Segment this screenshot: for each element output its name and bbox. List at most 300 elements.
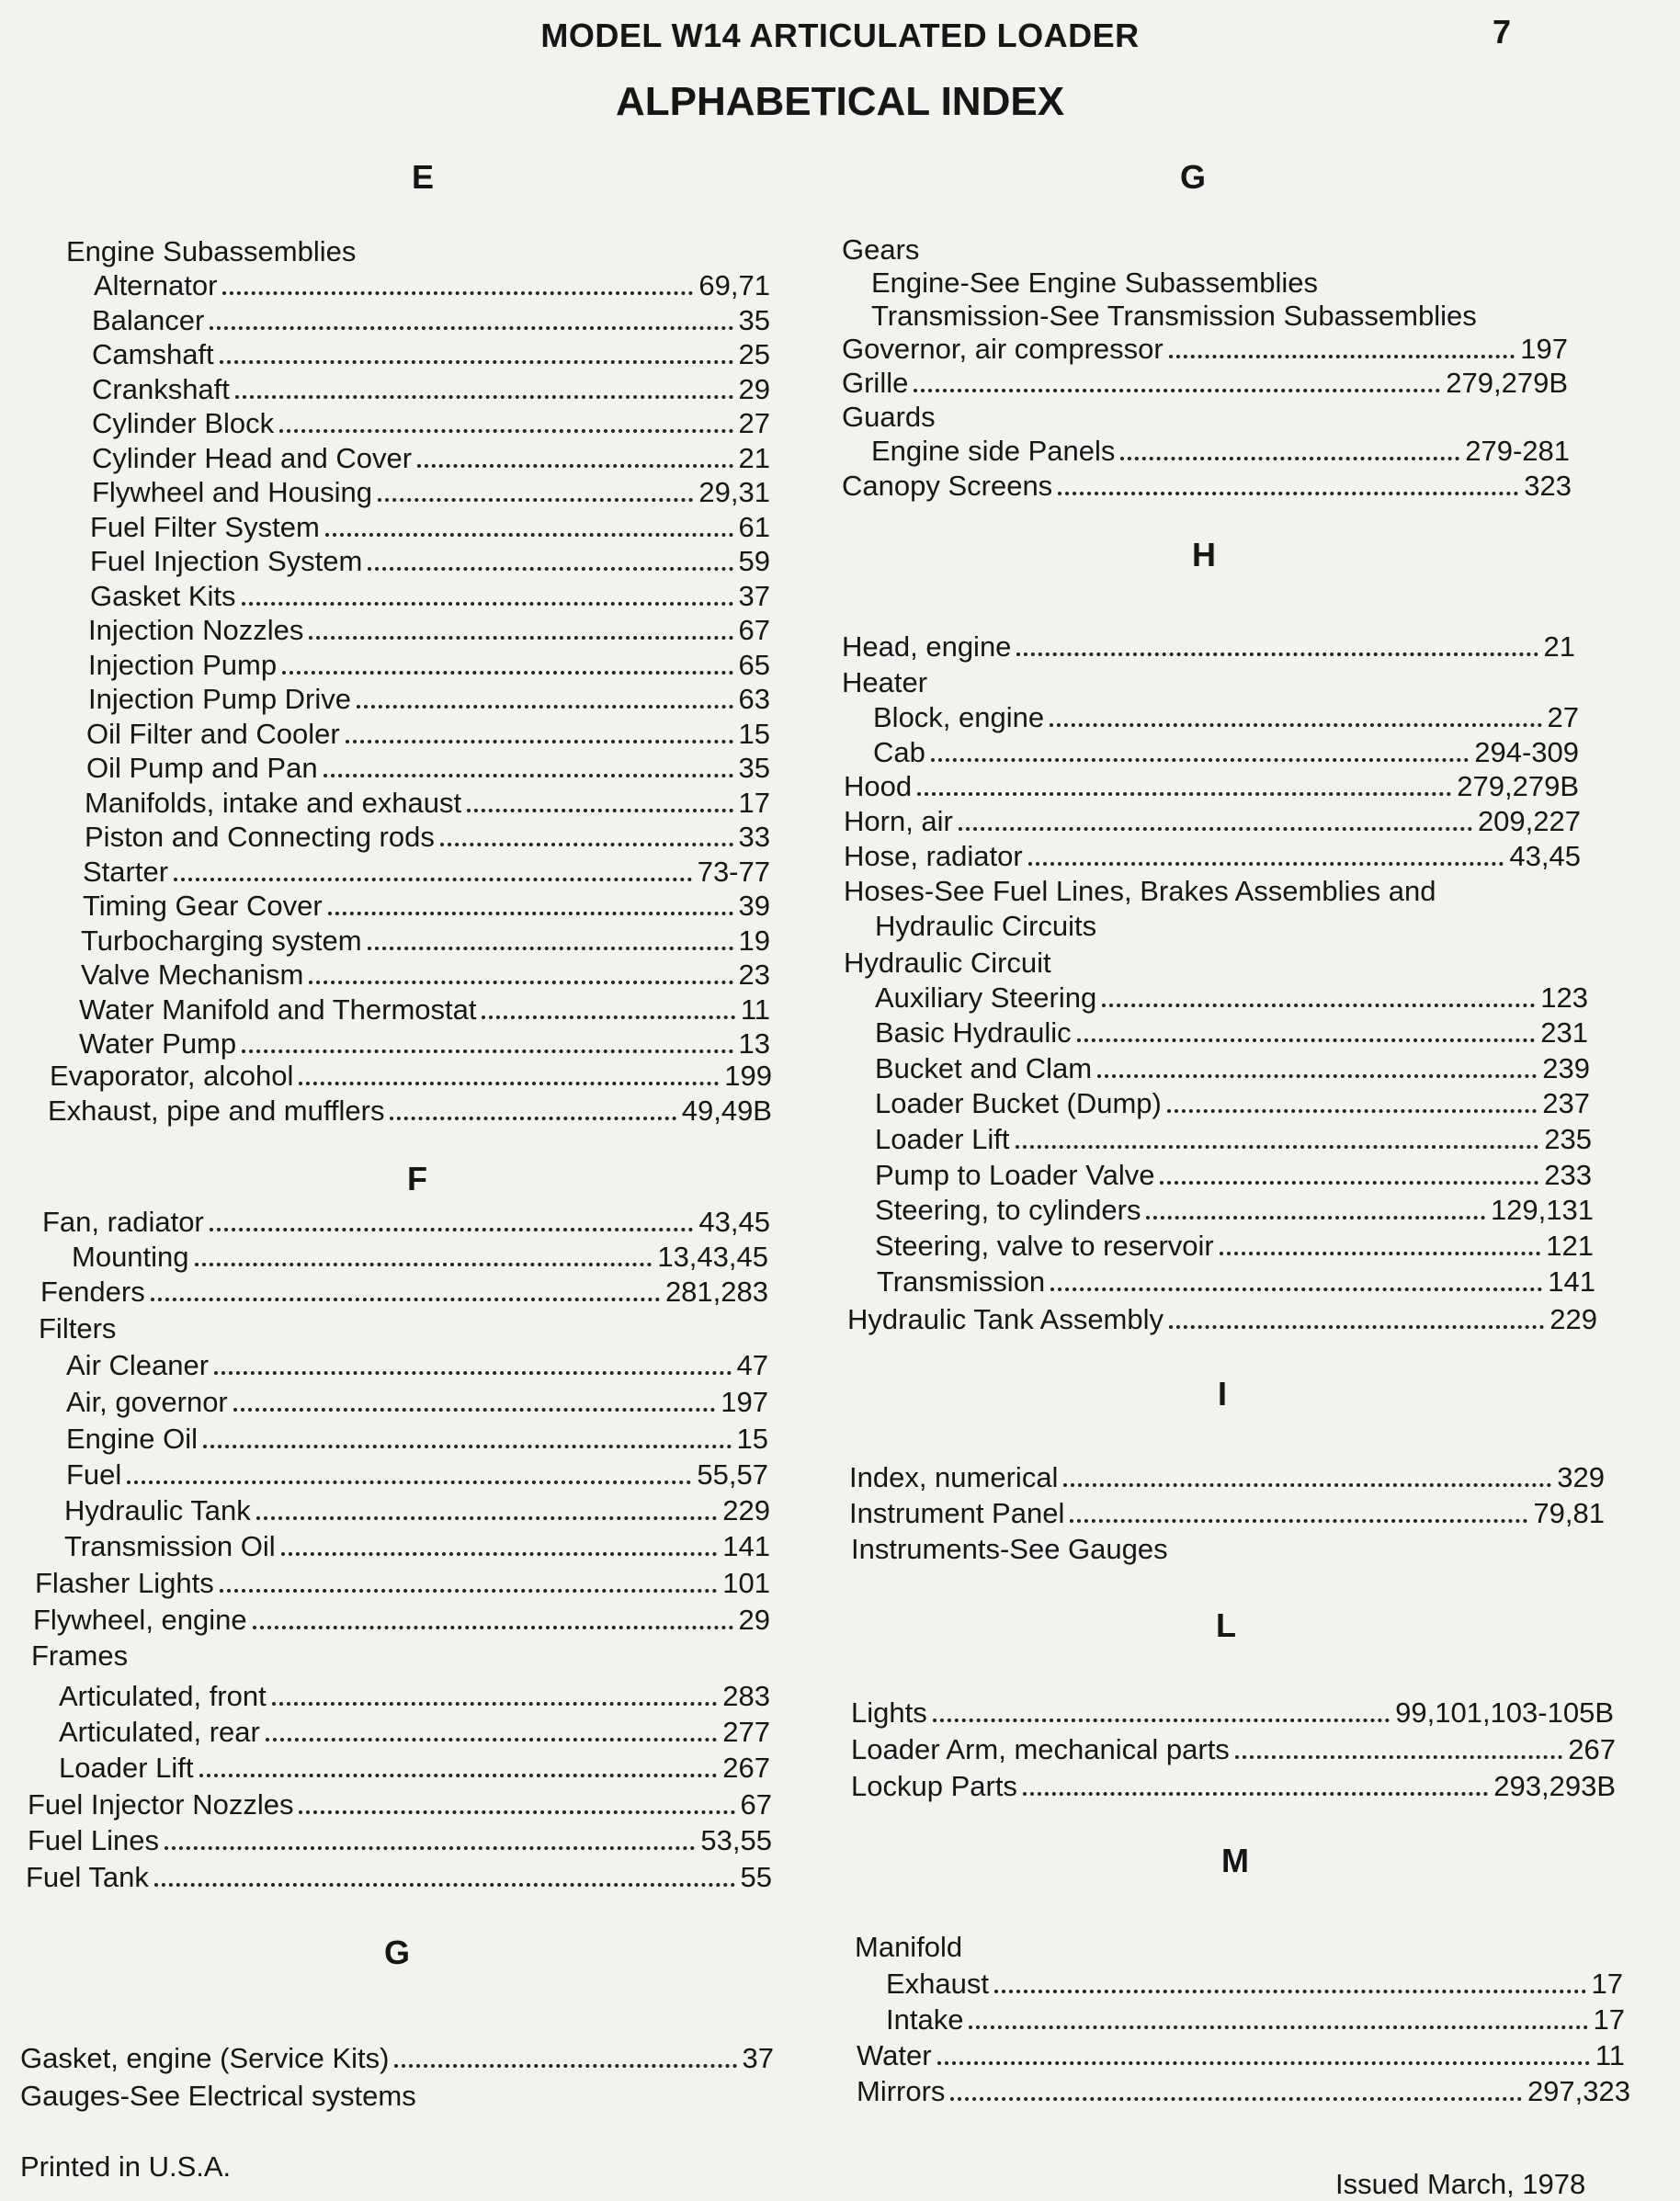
entry-label: Flywheel, engine	[33, 1604, 247, 1636]
entry-page: 43,45	[1509, 840, 1581, 872]
entry-label: Heater	[842, 666, 928, 698]
index-entry	[66, 235, 356, 268]
entry-label: Filters	[39, 1312, 117, 1344]
entry-page: 53,55	[700, 1824, 772, 1856]
index-title: ALPHABETICAL INDEX	[615, 79, 1065, 124]
entry-page: 121	[1546, 1230, 1594, 1262]
dot-leader	[440, 843, 733, 846]
dot-leader	[1016, 652, 1538, 656]
dot-leader	[203, 1445, 731, 1448]
index-entry	[83, 890, 770, 923]
index-entry	[66, 1458, 768, 1492]
dot-leader	[235, 395, 733, 399]
dot-leader	[394, 2064, 736, 2068]
dot-leader	[1058, 492, 1518, 495]
dot-leader	[1102, 1004, 1535, 1007]
entry-page: 239	[1542, 1052, 1590, 1084]
dot-leader	[222, 291, 693, 295]
entry-label: Bucket and Clam	[875, 1052, 1093, 1084]
dot-leader	[328, 912, 733, 915]
entry-label: Evaporator, alcohol	[50, 1060, 294, 1092]
dot-leader	[1050, 1288, 1542, 1291]
dot-leader	[417, 464, 732, 468]
entry-label: Fuel Filter System	[90, 510, 320, 543]
index-entry	[849, 1497, 1605, 1530]
index-entry	[39, 1312, 116, 1345]
entry-label: Engine Subassemblies	[66, 235, 357, 267]
entry-page: 11	[740, 993, 770, 1026]
index-entry	[844, 875, 1436, 908]
entry-label: Loader Lift	[59, 1752, 194, 1784]
entry-label: Hydraulic Circuit	[844, 947, 1051, 979]
entry-label: Water Manifold and Thermostat	[79, 993, 477, 1026]
entry-label: Crankshaft	[92, 372, 230, 405]
entry-page: 65	[738, 648, 770, 681]
index-entry	[851, 1696, 1614, 1730]
dot-leader	[1120, 457, 1459, 460]
entry-page: 43,45	[698, 1206, 770, 1238]
index-entry	[90, 545, 770, 578]
entry-page: 237	[1542, 1087, 1590, 1119]
dot-leader	[1050, 723, 1541, 727]
dot-leader	[220, 1589, 718, 1593]
entry-label: Frames	[31, 1639, 129, 1672]
index-entry	[875, 981, 1588, 1015]
entry-label: Fuel	[66, 1458, 122, 1491]
page-header-title: MODEL W14 ARTICULATED LOADER	[540, 17, 1140, 54]
entry-label: Air Cleaner	[66, 1349, 210, 1381]
section-letter: M	[1221, 1842, 1249, 1879]
index-entry	[842, 233, 919, 267]
index-entry	[31, 1639, 128, 1673]
entry-label: Index, numerical	[849, 1461, 1059, 1493]
entry-label: Hydraulic Tank	[64, 1494, 251, 1526]
index-entry	[842, 630, 1575, 664]
entry-label: Manifold	[855, 1931, 963, 1963]
entry-label: Instruments-See Gauges	[851, 1533, 1168, 1565]
dot-leader	[195, 1263, 653, 1266]
index-entry	[875, 1230, 1594, 1263]
entry-label: Oil Pump and Pan	[86, 752, 318, 784]
index-entry	[844, 770, 1579, 803]
dot-leader	[279, 429, 732, 433]
entry-page: 277	[722, 1716, 770, 1748]
entry-page: 99,101,103-105B	[1395, 1696, 1614, 1729]
entry-page: 39	[738, 890, 770, 922]
index-entry	[66, 1386, 768, 1419]
entry-label: Horn, air	[844, 805, 953, 837]
dot-leader	[1070, 1519, 1527, 1523]
index-entry	[28, 1788, 772, 1821]
entry-label: Hose, radiator	[844, 840, 1023, 872]
entry-page: 35	[738, 303, 770, 336]
dot-leader	[368, 567, 732, 571]
index-entry	[59, 1716, 770, 1749]
index-entry	[66, 1349, 768, 1382]
dot-leader	[151, 1298, 660, 1301]
dot-leader	[127, 1481, 691, 1484]
dot-leader	[1028, 862, 1504, 866]
entry-page: 199	[724, 1060, 772, 1092]
index-entry	[842, 333, 1568, 366]
entry-label: Pump to Loader Valve	[875, 1159, 1155, 1191]
entry-page: 329	[1557, 1461, 1605, 1493]
dot-leader	[256, 1516, 718, 1520]
entry-label: Canopy Screens	[842, 470, 1053, 502]
entry-page: 29,31	[698, 476, 770, 508]
entry-label: Valve Mechanism	[81, 959, 304, 991]
entry-label: Guards	[842, 401, 936, 433]
index-entry	[86, 718, 770, 751]
section-letter: F	[407, 1160, 427, 1197]
entry-label: Air, governor	[66, 1386, 228, 1418]
entry-label: Water Pump	[79, 1027, 237, 1060]
index-entry	[92, 338, 770, 371]
index-entry	[88, 683, 770, 716]
entry-label: Lockup Parts	[851, 1770, 1017, 1802]
entry-label: Camshaft	[92, 338, 214, 370]
entry-label: Transmission-See Transmission Subassemblies	[871, 300, 1477, 332]
index-entry	[886, 2003, 1625, 2036]
entry-page: 17	[738, 786, 770, 819]
entry-label: Instrument Panel	[849, 1497, 1065, 1529]
entry-page: 279,279B	[1446, 367, 1568, 399]
entry-label: Fuel Injection System	[90, 545, 363, 577]
index-entry	[79, 1027, 770, 1061]
dot-leader	[933, 1719, 1390, 1722]
section-letter: I	[1217, 1375, 1227, 1412]
entry-label: Auxiliary Steering	[875, 981, 1097, 1014]
entry-page: 37	[742, 2042, 774, 2074]
index-entry	[92, 373, 770, 406]
index-entry	[857, 2075, 1630, 2108]
dot-leader	[482, 1015, 734, 1019]
dot-leader	[266, 1738, 717, 1742]
entry-label: Cylinder Head and Cover	[92, 441, 413, 474]
entry-label: Hydraulic Circuits	[875, 910, 1097, 942]
dot-leader	[210, 326, 732, 330]
index-entry	[847, 1303, 1597, 1336]
index-entry	[842, 666, 927, 699]
entry-page: 67	[738, 614, 770, 646]
entry-page: 67	[740, 1788, 772, 1821]
entry-page: 267	[1568, 1733, 1616, 1765]
dot-leader	[937, 2061, 1590, 2065]
entry-label: Starter	[83, 855, 169, 888]
dot-leader	[390, 1117, 675, 1120]
entry-label: Gasket Kits	[90, 579, 236, 612]
index-entry	[79, 993, 770, 1027]
index-entry	[842, 470, 1572, 503]
entry-page: 29	[738, 372, 770, 405]
index-entry	[85, 787, 770, 820]
entry-page: 293,293B	[1493, 1770, 1616, 1802]
entry-label: Cab	[873, 736, 925, 768]
entry-page: 19	[738, 924, 770, 957]
entry-page: 15	[738, 717, 770, 750]
entry-page: 231	[1540, 1016, 1588, 1049]
entry-page: 47	[736, 1349, 768, 1381]
dot-leader	[1169, 355, 1515, 358]
entry-page: 49,49B	[681, 1095, 772, 1127]
dot-leader	[950, 2097, 1522, 2101]
entry-page: 297,323	[1527, 2075, 1630, 2107]
index-entry	[88, 649, 770, 682]
index-entry	[86, 752, 770, 785]
entry-page: 229	[1549, 1303, 1597, 1335]
footer-issued: Issued March, 1978	[1335, 2168, 1586, 2200]
entry-label: Gears	[842, 233, 920, 266]
index-entry	[92, 304, 770, 337]
index-entry	[851, 1770, 1616, 1803]
entry-label: Flasher Lights	[35, 1567, 214, 1599]
entry-page: 63	[738, 683, 770, 715]
entry-label: Injection Pump	[88, 648, 278, 681]
dot-leader	[214, 1371, 731, 1375]
entry-page: 21	[738, 441, 770, 474]
index-entry	[88, 614, 770, 647]
dot-leader	[324, 774, 733, 777]
entry-page: 279,279B	[1457, 770, 1579, 802]
entry-page: 35	[738, 752, 770, 784]
index-entry	[875, 1087, 1590, 1120]
dot-leader	[1023, 1792, 1488, 1796]
entry-label: Governor, air compressor	[842, 333, 1164, 365]
entry-page: 27	[738, 407, 770, 439]
entry-page: 281,283	[664, 1276, 768, 1308]
index-entry	[90, 580, 770, 613]
dot-leader	[272, 1702, 718, 1706]
dot-leader	[154, 1883, 735, 1887]
dot-leader	[1063, 1483, 1551, 1487]
index-entry	[857, 2039, 1625, 2072]
dot-leader	[1097, 1074, 1537, 1078]
index-entry	[851, 1533, 1168, 1566]
entry-label: Injection Nozzles	[88, 614, 304, 646]
index-entry	[90, 511, 770, 544]
index-entry	[72, 1241, 768, 1274]
dot-leader	[165, 1846, 695, 1850]
entry-page: 229	[722, 1494, 770, 1526]
index-entry	[871, 435, 1570, 468]
entry-label: Balancer	[92, 303, 205, 336]
index-entry	[59, 1752, 770, 1785]
index-entry	[26, 1861, 772, 1894]
entry-label: Grille	[842, 367, 909, 399]
entry-label: Intake	[886, 2003, 964, 2036]
entry-page: 294-309	[1474, 736, 1579, 768]
index-entry	[66, 1423, 768, 1456]
index-entry	[50, 1060, 772, 1093]
entry-label: Injection Pump Drive	[88, 683, 352, 715]
dot-leader	[174, 878, 692, 881]
entry-page: 11	[1595, 2039, 1625, 2071]
entry-label: Engine Oil	[66, 1423, 199, 1455]
index-entry	[83, 856, 770, 889]
dot-leader	[959, 827, 1472, 831]
index-entry	[844, 840, 1581, 873]
dot-leader	[1167, 1109, 1537, 1113]
dot-leader	[199, 1774, 718, 1777]
entry-label: Exhaust, pipe and mufflers	[48, 1095, 385, 1127]
index-entry	[81, 959, 770, 992]
index-entry	[35, 1567, 770, 1600]
entry-page: 323	[1524, 470, 1572, 502]
dot-leader	[357, 705, 733, 709]
entry-label: Transmission	[877, 1265, 1046, 1298]
entry-label: Basic Hydraulic	[875, 1016, 1072, 1049]
entry-page: 15	[736, 1423, 768, 1455]
entry-page: 141	[1548, 1265, 1595, 1298]
section-letter: G	[383, 1934, 410, 1971]
index-entry	[875, 1123, 1592, 1156]
index-entry	[20, 2042, 774, 2075]
dot-leader	[309, 981, 732, 984]
entry-page: 197	[721, 1386, 768, 1418]
entry-page: 27	[1547, 701, 1579, 733]
entry-label: Cylinder Block	[92, 407, 275, 439]
index-entry	[875, 1159, 1592, 1192]
dot-leader	[233, 1408, 716, 1412]
entry-label: Head, engine	[842, 630, 1012, 663]
dot-leader	[299, 1082, 719, 1085]
index-entry	[871, 267, 1318, 300]
index-entry	[851, 1733, 1616, 1766]
dot-leader	[1169, 1325, 1544, 1329]
entry-label: Loader Bucket (Dump)	[875, 1087, 1162, 1119]
entry-page: 123	[1540, 981, 1588, 1014]
entry-label: Flywheel and Housing	[92, 476, 373, 508]
entry-label: Fuel Injector Nozzles	[28, 1788, 294, 1821]
entry-label: Fan, radiator	[42, 1206, 204, 1238]
entry-label: Gauges-See Electrical systems	[20, 2080, 416, 2112]
index-entry	[844, 947, 1051, 980]
entry-label: Fenders	[40, 1276, 145, 1308]
dot-leader	[242, 1049, 732, 1053]
entry-page: 37	[738, 579, 770, 612]
entry-page: 197	[1520, 333, 1568, 365]
dot-leader	[282, 671, 732, 675]
index-entry	[877, 1265, 1595, 1299]
dot-leader	[346, 740, 733, 743]
entry-label: Water	[857, 2039, 932, 2071]
entry-page: 33	[738, 821, 770, 853]
footer-printed: Printed in U.S.A.	[20, 2150, 232, 2183]
entry-label: Hydraulic Tank Assembly	[847, 1303, 1164, 1335]
index-entry	[886, 1968, 1623, 2001]
entry-page: 55,57	[697, 1458, 768, 1491]
entry-label: Alternator	[94, 269, 218, 301]
entry-label: Timing Gear Cover	[83, 890, 323, 922]
entry-page: 129,131	[1490, 1194, 1594, 1226]
dot-leader	[220, 360, 733, 364]
entry-label: Mounting	[72, 1241, 189, 1273]
section-letter: L	[1216, 1606, 1236, 1644]
entry-label: Oil Filter and Cooler	[86, 717, 340, 750]
entry-label: Piston and Connecting rods	[85, 821, 435, 853]
dot-leader	[1016, 1145, 1539, 1149]
index-entry	[59, 1680, 770, 1713]
entry-page: 279-281	[1465, 435, 1570, 467]
dot-leader	[931, 758, 1469, 762]
index-entry	[20, 2080, 416, 2113]
entry-page: 17	[1591, 1968, 1623, 2000]
entry-label: Engine-See Engine Subassemblies	[871, 267, 1318, 299]
entry-label: Hoses-See Fuel Lines, Brakes Assemblies and	[844, 875, 1436, 907]
entry-label: Block, engine	[873, 701, 1045, 733]
dot-leader	[467, 809, 732, 812]
index-entry	[875, 1016, 1588, 1049]
index-entry	[875, 1052, 1590, 1085]
dot-leader	[368, 947, 733, 950]
dot-leader	[299, 1810, 734, 1814]
index-entry	[94, 269, 770, 302]
dot-leader	[210, 1228, 694, 1231]
entry-label: Manifolds, intake and exhaust	[85, 786, 462, 819]
entry-page: 55	[740, 1861, 772, 1893]
index-entry	[873, 736, 1579, 769]
entry-page: 235	[1544, 1123, 1592, 1155]
dot-leader	[1220, 1252, 1541, 1255]
entry-page: 59	[738, 545, 770, 577]
entry-page: 69,71	[698, 269, 770, 301]
entry-label: Mirrors	[857, 2075, 946, 2107]
entry-label: Loader Arm, mechanical parts	[851, 1733, 1230, 1765]
index-entry	[873, 701, 1579, 734]
dot-leader	[1235, 1755, 1562, 1759]
entry-label: Articulated, rear	[59, 1716, 260, 1748]
entry-page: 21	[1543, 630, 1575, 663]
dot-leader	[994, 1990, 1586, 1993]
entry-label: Articulated, front	[59, 1680, 267, 1712]
dot-leader	[242, 602, 733, 606]
index-entry	[81, 925, 770, 958]
entry-page: 23	[738, 959, 770, 991]
dot-leader	[1077, 1038, 1536, 1042]
entry-label: Steering, valve to reservoir	[875, 1230, 1214, 1262]
entry-label: Turbocharging system	[81, 924, 362, 957]
index-entry	[28, 1824, 772, 1857]
index-entry	[871, 300, 1477, 333]
dot-leader	[914, 389, 1440, 392]
entry-label: Fuel Tank	[26, 1861, 149, 1893]
index-entry	[64, 1530, 770, 1563]
index-entry	[92, 442, 770, 475]
page-number: 7	[1493, 13, 1512, 51]
entry-page: 13	[738, 1027, 770, 1060]
index-entry	[842, 401, 936, 434]
dot-leader	[325, 533, 733, 537]
entry-page: 79,81	[1533, 1497, 1605, 1529]
entry-page: 17	[1593, 2003, 1625, 2036]
index-entry	[849, 1461, 1605, 1494]
index-entry	[33, 1604, 770, 1637]
entry-label: Steering, to cylinders	[875, 1194, 1141, 1226]
entry-label: Fuel Lines	[28, 1824, 160, 1856]
index-entry	[42, 1206, 770, 1239]
dot-leader	[378, 498, 693, 502]
entry-label: Lights	[851, 1696, 927, 1729]
dot-leader	[969, 2025, 1587, 2029]
entry-page: 283	[722, 1680, 770, 1712]
entry-page: 141	[722, 1530, 770, 1562]
entry-page: 233	[1544, 1159, 1592, 1191]
entry-label: Engine side Panels	[871, 435, 1116, 467]
dot-leader	[309, 636, 732, 640]
index-entry	[85, 821, 770, 854]
index-entry	[875, 1194, 1594, 1227]
entry-label: Transmission Oil	[64, 1530, 276, 1562]
